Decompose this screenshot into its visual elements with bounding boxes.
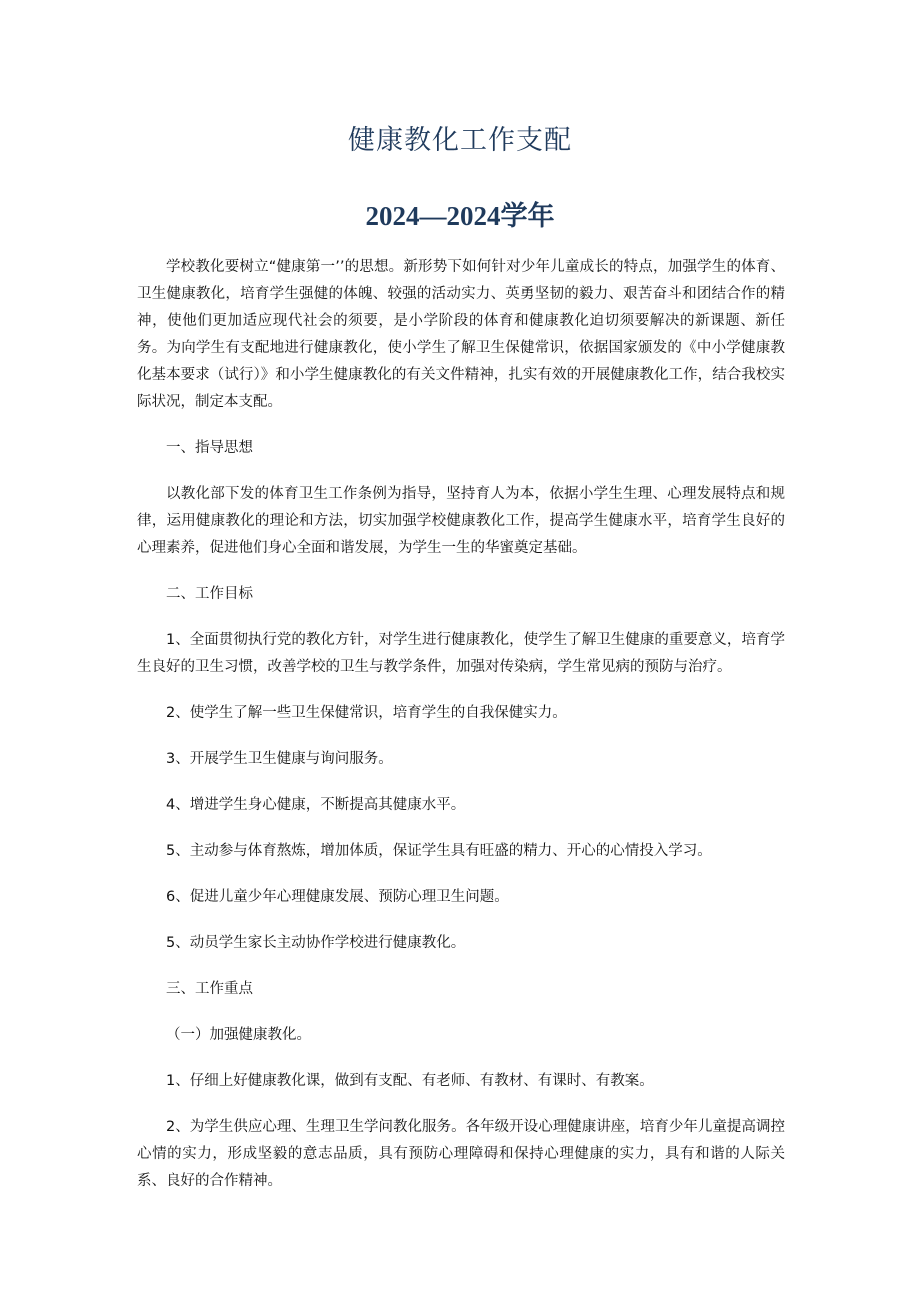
- goal-item-4: 4、增进学生身心健康，不断提高其健康水平。: [166, 797, 466, 813]
- goal-item-5: 5、主动参与体育熬炼，增加体质，保证学生具有旺盛的精力、开心的心情投入学习。: [166, 843, 712, 859]
- goal-item-6: 6、促进儿童少年心理健康发展、预防心理卫生问题。: [166, 889, 509, 905]
- guiding-thought-paragraph: 以教化部下发的体育卫生工作条例为指导，坚持育人为本，依据小学生生理、心理发展特点和规律，运用健康教化的理论和方法，切实加强学校健康教化工作，提高学生健康水平，培育学生良好的心理素养，促进他们身心全面和谐发展，为学生一生的华蜜奠定基础。: [137, 486, 785, 556]
- section-heading-guiding-thought: 一、指导思想: [166, 440, 253, 456]
- goal-item-7: 5、动员学生家长主动协作学校进行健康教化。: [166, 935, 466, 951]
- goal-item-1: 1、全面贯彻执行党的教化方针，对学生进行健康教化，使学生了解卫生健康的重要意义，培育学生良好的卫生习惯，改善学校的卫生与教学条件，加强对传染病，学生常见病的预防与治疗。: [137, 632, 785, 675]
- subsection-heading-health-education: （一）加强健康教化。: [166, 1027, 311, 1043]
- goal-item-3: 3、开展学生卫生健康与询问服务。: [166, 751, 393, 767]
- document-title: 健康教化工作支配: [348, 125, 572, 156]
- focus-item-1: 1、仔细上好健康教化课，做到有支配、有老师、有教材、有课时、有教案。: [166, 1073, 654, 1089]
- intro-paragraph: 学校教化要树立“健康第一’’的思想。新形势下如何针对少年儿童成长的特点，加强学生的体育、卫生健康教化，培育学生强健的体魄、较强的活动实力、英勇坚韧的毅力、艰苦奋斗和团结合作的精神，使他们更加适应现代社会的须要，是小学阶段的体育和健康教化迫切须要解决的新课题、新任务。为向学生有支配地进行健康教化，使小学生了解卫生保健常识，依据国家颁发的《中小学健康教化基本要求（试行）》和小学生健康教化的有关文件精神，扎实有效的开展健康教化工作，结合我校实际状况，制定本支配。: [137, 259, 785, 410]
- goal-item-2: 2、使学生了解一些卫生保健常识，培育学生的自我保健实力。: [166, 705, 567, 721]
- document-body: [137, 254, 785, 1214]
- focus-item-2: 2、为学生供应心理、生理卫生学问教化服务。各年级开设心理健康讲座，培育少年儿童提高调控心情的实力，形成坚毅的意志品质，具有预防心理障碍和保持心理健康的实力，具有和谐的人际关系、良好的合作精神。: [137, 1119, 785, 1189]
- section-heading-work-goals: 二、工作目标: [166, 586, 253, 602]
- section-heading-work-focus: 三、工作重点: [166, 981, 253, 997]
- school-year-heading: 2024—2024学年: [365, 201, 555, 231]
